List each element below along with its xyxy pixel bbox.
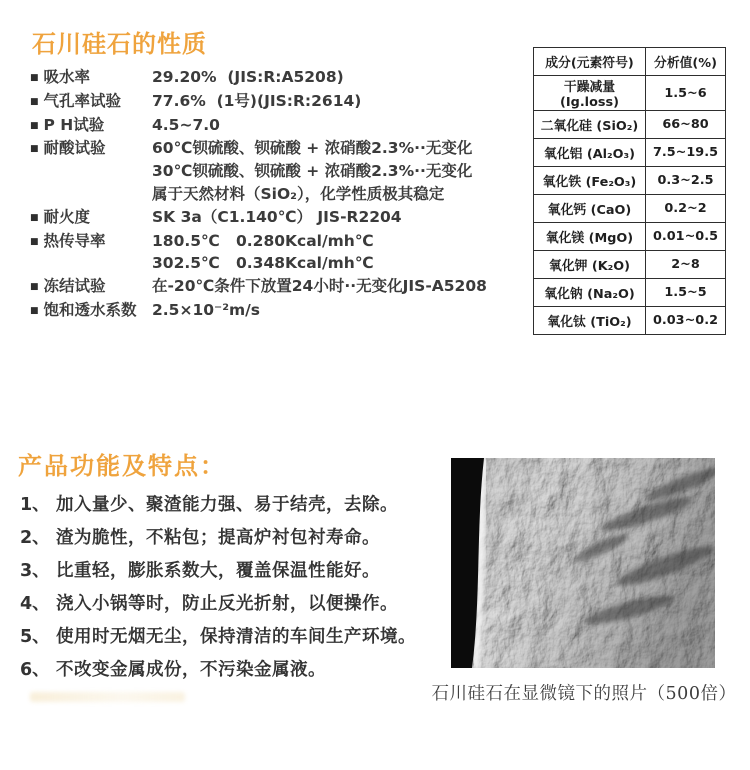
property-value — [152, 114, 530, 138]
property-value-line: 180.5℃ 0.280Kcal/mh℃ — [152, 231, 374, 250]
feature-text: 浇入小锅等时，防止反光折射，以便操作。 — [56, 594, 398, 614]
composition-name-cell: 氧化镁 (MgO) — [534, 223, 646, 251]
composition-value-cell: 1.5~6 — [646, 76, 726, 111]
feature-number: 6、 — [20, 660, 50, 680]
feature-text: 比重轻，膨胀系数大，覆盖保温性能好。 — [56, 561, 380, 581]
table-row — [534, 167, 726, 195]
property-label: ■ 气孔率试验 — [30, 90, 152, 114]
composition-header-cell: 成分(元素符号) — [534, 48, 646, 76]
list-item — [20, 489, 450, 522]
table-row — [534, 76, 726, 111]
composition-name-cell: 氧化钠 (Na₂O) — [534, 279, 646, 307]
property-value-line: 60℃钡硫酸、钡硫酸 + 浓硝酸2.3%··无变化 — [152, 139, 473, 158]
composition-table — [533, 47, 726, 335]
property-value-line: 77.6% (1号)(JIS:R:2614) — [152, 91, 362, 110]
list-item — [20, 654, 450, 687]
property-value-line: 属于天然材料（SiO₂），化学性质极其稳定 — [152, 184, 445, 203]
composition-value-cell: 7.5~19.5 — [646, 139, 726, 167]
feature-number: 3、 — [20, 561, 50, 581]
property-label: ■ 饱和透水系数 — [30, 299, 152, 323]
feature-text: 渣为脆性，不粘包；提高炉衬包衬寿命。 — [56, 528, 380, 548]
table-row — [534, 139, 726, 167]
composition-name-cell: 干躁减量(Ig.loss) — [534, 76, 646, 111]
list-item — [20, 555, 450, 588]
feature-number: 2、 — [20, 528, 50, 548]
feature-text: 加入量少、聚渣能力强、易于结壳，去除。 — [56, 495, 398, 515]
property-value-line: 在-20℃条件下放置24小时··无变化JIS-A5208 — [152, 277, 487, 296]
composition-name-cell: 氧化铁 (Fe₂O₃) — [534, 167, 646, 195]
property-value — [152, 275, 530, 299]
property-value — [152, 206, 530, 230]
property-value-line: 4.5~7.0 — [152, 115, 220, 134]
watermark-smudge — [30, 692, 185, 702]
list-item — [20, 621, 450, 654]
property-value — [152, 90, 530, 114]
table-header-row — [534, 48, 726, 76]
composition-value-cell: 0.2~2 — [646, 195, 726, 223]
list-item — [20, 522, 450, 555]
feature-text: 不改变金属成份，不污染金属液。 — [56, 660, 326, 680]
properties-section-title: 石川硅石的性质 — [32, 30, 207, 58]
composition-name-cell: 氧化钛 (TiO₂) — [534, 307, 646, 335]
property-value — [152, 230, 530, 276]
composition-value-cell: 66~80 — [646, 111, 726, 139]
feature-number: 1、 — [20, 495, 50, 515]
property-label: ■ 冻结试验 — [30, 275, 152, 299]
property-value-line: SK 3a（C1.140℃） JIS-R2204 — [152, 207, 402, 226]
composition-name-cell: 氧化钾 (K₂O) — [534, 251, 646, 279]
composition-value-cell: 0.3~2.5 — [646, 167, 726, 195]
properties-list — [30, 66, 530, 323]
table-row — [534, 195, 726, 223]
property-value-line: 2.5×10⁻²m/s — [152, 300, 261, 319]
table-row — [534, 279, 726, 307]
analysis-header-cell: 分析值(%) — [646, 48, 726, 76]
table-row — [534, 111, 726, 139]
composition-value-cell: 0.01~0.5 — [646, 223, 726, 251]
property-value — [152, 299, 530, 323]
composition-name-cell: 氧化钙 (CaO) — [534, 195, 646, 223]
composition-name-cell: 二氧化硅 (SiO₂) — [534, 111, 646, 139]
composition-value-cell: 2~8 — [646, 251, 726, 279]
microscope-photo — [451, 458, 715, 668]
property-label: ■ P H试验 — [30, 114, 152, 138]
list-item — [20, 588, 450, 621]
composition-value-cell: 0.03~0.2 — [646, 307, 726, 335]
features-section-title: 产品功能及特点： — [18, 452, 226, 480]
composition-name-cell: 氧化铝 (Al₂O₃) — [534, 139, 646, 167]
property-value — [152, 66, 530, 90]
property-label: ■ 热传导率 — [30, 230, 152, 276]
property-value-line: 30℃钡硫酸、钡硫酸 + 浓硝酸2.3%··无变化 — [152, 162, 473, 181]
features-list — [20, 489, 450, 687]
property-value-line: 29.20% (JIS:R:A5208) — [152, 68, 344, 86]
feature-text: 使用时无烟无尘，保持清洁的车间生产环境。 — [56, 627, 416, 647]
table-row — [534, 307, 726, 335]
property-value-line: 302.5℃ 0.348Kcal/mh℃ — [152, 254, 374, 273]
property-label: ■ 耐酸试验 — [30, 137, 152, 205]
feature-number: 4、 — [20, 594, 50, 614]
property-label: ■ 吸水率 — [30, 66, 152, 90]
table-row — [534, 223, 726, 251]
feature-number: 5、 — [20, 627, 50, 647]
table-row — [534, 251, 726, 279]
composition-value-cell: 1.5~5 — [646, 279, 726, 307]
property-value — [152, 137, 530, 205]
property-label: ■ 耐火度 — [30, 206, 152, 230]
photo-caption: 石川硅石在显微镜下的照片（500倍） — [431, 684, 737, 704]
